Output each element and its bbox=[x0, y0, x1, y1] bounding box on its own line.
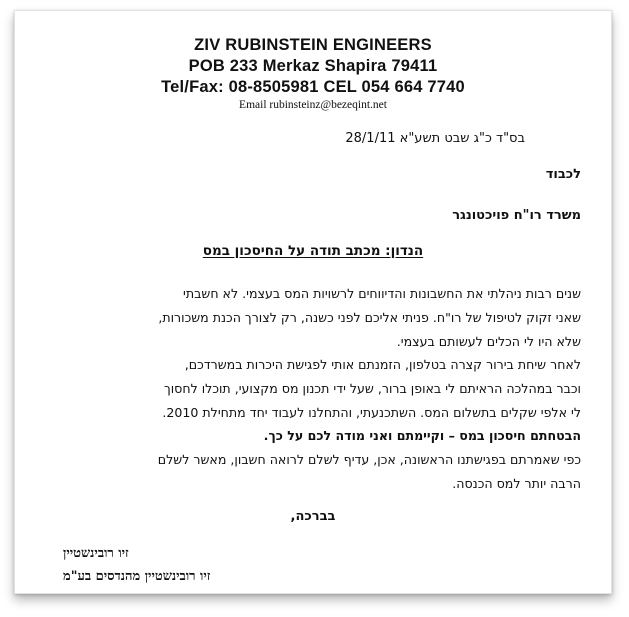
body-line: וכבר במהלכה הראיתם לי באופן ברור, שעל ידי תכנון מס מקצועי, תוכלו לחסוך bbox=[163, 381, 581, 396]
body-line: כפי שאמרתם בפגישתנו הראשונה, אכן, עדיף לשלם לרואה חשבון, מאשר לשלם bbox=[157, 452, 581, 467]
gregorian-date: 28/1/11 bbox=[345, 131, 396, 146]
signature-name: זיו רובינשטיין bbox=[63, 546, 129, 561]
subject-line bbox=[15, 243, 611, 259]
letter-page bbox=[14, 10, 612, 594]
recipient-office: משרד רו"ח פויכטונגר bbox=[452, 208, 581, 223]
body-line: שאני זקוק לטיפול של רו"ח. פניתי אליכם לפני כשנה, רק לצורך הכנת משכורות, bbox=[158, 310, 581, 325]
company-name: ZIV RUBINSTEIN ENGINEERS bbox=[194, 36, 432, 54]
closing: בברכה, bbox=[290, 509, 336, 524]
body-line: שנים רבות ניהלתי את החשבונות והדיווחים לרשויות המס בעצמי. לא חשבתי bbox=[183, 286, 581, 301]
subject-text: הנדון: מכתב תודה על החיסכון במס bbox=[202, 243, 424, 259]
salutation: לכבוד bbox=[545, 167, 581, 182]
body-line: לי אלפי שקלים בתשלום המס. השתכנעתי, והתחלנו לעבוד יחד מתחילת 2010. bbox=[162, 405, 581, 420]
company-email: Email rubinsteinz@bezeqint.net bbox=[239, 99, 387, 111]
body-line: שלא היו לי הכלים לעשותם בעצמי. bbox=[396, 334, 581, 349]
letterhead bbox=[15, 35, 611, 113]
body-line-emphasis: הבטחתם חיסכון במס – וקיימתם ואני מודה לכם על כך. bbox=[263, 428, 581, 443]
date-row bbox=[345, 131, 551, 146]
signature-company: זיו רובינשטיין מהנדסים בע"מ bbox=[63, 569, 211, 584]
company-address: POB 233 Merkaz Shapira 79411 bbox=[188, 57, 438, 75]
hebrew-date: בס"ד כ"ג שבט תשע"א bbox=[399, 131, 525, 146]
company-phones: Tel/Fax: 08-8505981 CEL 054 664 7740 bbox=[161, 78, 465, 96]
body-line: הרבה יותר למס הכנסה. bbox=[452, 476, 581, 491]
body-line: לאחר שיחת בירור קצרה בטלפון, הזמנתם אותי לפגישת היכרות במשרדכם, bbox=[184, 357, 581, 372]
